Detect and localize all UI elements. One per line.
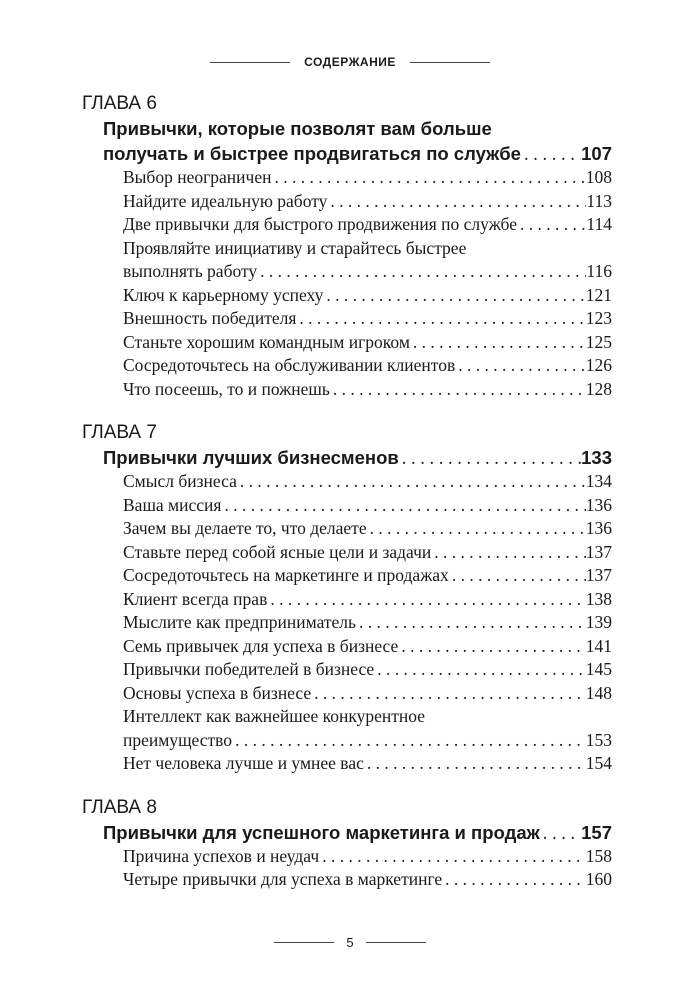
leader-dots [517, 213, 586, 237]
entry-title: Выбор неограничен [123, 167, 272, 187]
entry-title: Ставьте перед собой ясные цели и задачи [123, 541, 432, 562]
toc-entry[interactable] [82, 378, 612, 402]
header-rule-left [210, 62, 290, 63]
toc-entry[interactable] [82, 564, 612, 588]
page-number: 160 [585, 869, 612, 889]
leader-dots [356, 611, 586, 635]
leader-dots [271, 166, 585, 190]
page-number: 157 [581, 821, 612, 843]
page-number: 128 [585, 378, 612, 399]
leader-dots [521, 143, 581, 168]
page-number: 153 [585, 729, 612, 750]
page-number: 116 [586, 261, 612, 281]
entry-title: преимущество [123, 729, 233, 750]
chapter-8 [82, 796, 612, 892]
page-number: 134 [585, 471, 612, 491]
entry-title: Четыре привычки для успеха в маркетинге [123, 869, 443, 889]
page-number: 125 [585, 331, 612, 352]
chapter-label: ГЛАВА 7 [82, 422, 157, 443]
toc-entry[interactable] [82, 729, 612, 753]
toc-entry[interactable] [82, 752, 612, 776]
toc-entry[interactable] [82, 284, 612, 308]
entry-title: Найдите идеальную работу [123, 190, 328, 211]
toc-entry[interactable] [82, 190, 612, 214]
footer-rule-left [274, 942, 334, 943]
table-of-contents [82, 92, 612, 912]
entry-title: Причина успехов и неудач [123, 845, 320, 866]
entry-title: Основы успеха в бизнесе [123, 682, 312, 703]
page-number: 123 [585, 308, 612, 328]
leader-dots [410, 331, 586, 355]
entry-title: Внешность победителя [123, 308, 297, 328]
entry-title: Ключ к карьерному успеху [123, 284, 324, 305]
leader-dots [449, 564, 586, 588]
chapter-title-entry[interactable] [82, 820, 612, 845]
toc-entry[interactable] [82, 541, 612, 565]
leader-dots [221, 494, 585, 518]
page-number: 145 [585, 659, 612, 679]
toc-entry-line[interactable]: Интеллект как важнейшее конкурентное [123, 706, 425, 726]
leader-dots [296, 307, 585, 331]
chapter-title: Привычки лучших бизнесменов [103, 447, 399, 468]
entry-title: Семь привычек для успеха в бизнесе [123, 635, 399, 656]
leader-dots [311, 682, 586, 706]
entry-title: Нет человека лучше и умнее вас [123, 753, 364, 773]
toc-entry[interactable] [82, 517, 612, 541]
page-number-footer: 5 [346, 935, 354, 950]
toc-entry[interactable] [82, 845, 612, 869]
page-number: 126 [585, 355, 612, 375]
toc-entry[interactable] [82, 682, 612, 706]
entry-title: Что посеешь, то и пожнешь [123, 378, 330, 399]
chapter-title: получать и быстрее продвигаться по службе [103, 143, 521, 164]
chapter-7 [82, 421, 612, 776]
page-number: 158 [585, 845, 612, 866]
chapter-title: Привычки для успешного маркетинга и продаж [103, 821, 540, 843]
page-number: 148 [585, 682, 612, 703]
leader-dots [323, 284, 585, 308]
header-rule-right [410, 62, 490, 63]
chapter-label: ГЛАВА 8 [82, 796, 157, 818]
page-number: 138 [585, 588, 612, 609]
leader-dots [367, 517, 586, 541]
leader-dots [442, 868, 586, 892]
entry-title: Сосредоточьтесь на обслуживании клиентов [123, 355, 456, 375]
page-number: 136 [585, 518, 612, 538]
toc-entry[interactable] [82, 166, 612, 190]
toc-entry[interactable] [82, 213, 612, 237]
entry-title: Зачем вы делаете то, что делаете [123, 518, 367, 538]
entry-title: Привычки победителей в бизнесе [123, 659, 375, 679]
toc-entry[interactable] [82, 588, 612, 612]
page-number: 154 [585, 753, 612, 773]
entry-title: выполнять работу [123, 261, 258, 281]
entry-title: Сосредоточьтесь на маркетинге и продажах [123, 565, 449, 585]
leader-dots [319, 845, 586, 869]
page-number: 114 [586, 214, 612, 234]
entry-title: Мыслите как предприниматель [123, 612, 357, 632]
footer-rule-right [366, 942, 426, 943]
toc-entry[interactable] [82, 494, 612, 518]
toc-entry[interactable] [82, 611, 612, 635]
entry-title: Ваша миссия [123, 494, 222, 515]
page-number: 137 [585, 541, 612, 562]
page-header [0, 55, 700, 69]
leader-dots [374, 658, 586, 682]
page-number: 113 [586, 190, 612, 211]
chapter-title-entry[interactable] [82, 445, 612, 470]
entry-title: Две привычки для быстрого продвижения по службе [123, 214, 517, 234]
chapter-title-entry[interactable] [82, 141, 612, 166]
leader-dots [327, 190, 586, 214]
page-title: СОДЕРЖАНИЕ [304, 55, 396, 69]
page-number: 121 [585, 284, 612, 305]
page-number: 108 [585, 167, 612, 187]
page-number: 107 [581, 143, 612, 164]
toc-entry[interactable] [82, 307, 612, 331]
toc-entry-line[interactable]: Проявляйте инициативу и старайтесь быстрее [123, 237, 467, 258]
page-number: 137 [585, 565, 612, 585]
page-number: 139 [585, 612, 612, 632]
toc-entry[interactable] [82, 868, 612, 892]
leader-dots [399, 447, 581, 472]
leader-dots [455, 354, 586, 378]
chapter-title-line: Привычки, которые позволят вам больше [103, 118, 492, 139]
toc-entry[interactable] [82, 658, 612, 682]
leader-dots [540, 822, 581, 847]
leader-dots [431, 541, 585, 565]
toc-entry[interactable] [82, 260, 612, 284]
leader-dots [237, 470, 586, 494]
entry-title: Станьте хорошим командным игроком [123, 331, 410, 352]
page-number: 136 [585, 494, 612, 515]
leader-dots [398, 635, 585, 659]
toc-entry[interactable] [82, 331, 612, 355]
chapter-6 [82, 92, 612, 401]
chapter-label: ГЛАВА 6 [82, 93, 157, 114]
entry-title: Смысл бизнеса [123, 471, 237, 491]
entry-title: Клиент всегда прав [123, 588, 268, 609]
leader-dots [257, 260, 586, 284]
toc-entry[interactable] [82, 635, 612, 659]
leader-dots [267, 588, 585, 612]
leader-dots [232, 729, 586, 753]
toc-entry[interactable] [82, 354, 612, 378]
page-footer [0, 935, 700, 950]
leader-dots [330, 378, 586, 402]
page-number: 141 [585, 635, 612, 656]
page-number: 133 [581, 447, 612, 468]
toc-entry[interactable] [82, 470, 612, 494]
leader-dots [364, 752, 586, 776]
